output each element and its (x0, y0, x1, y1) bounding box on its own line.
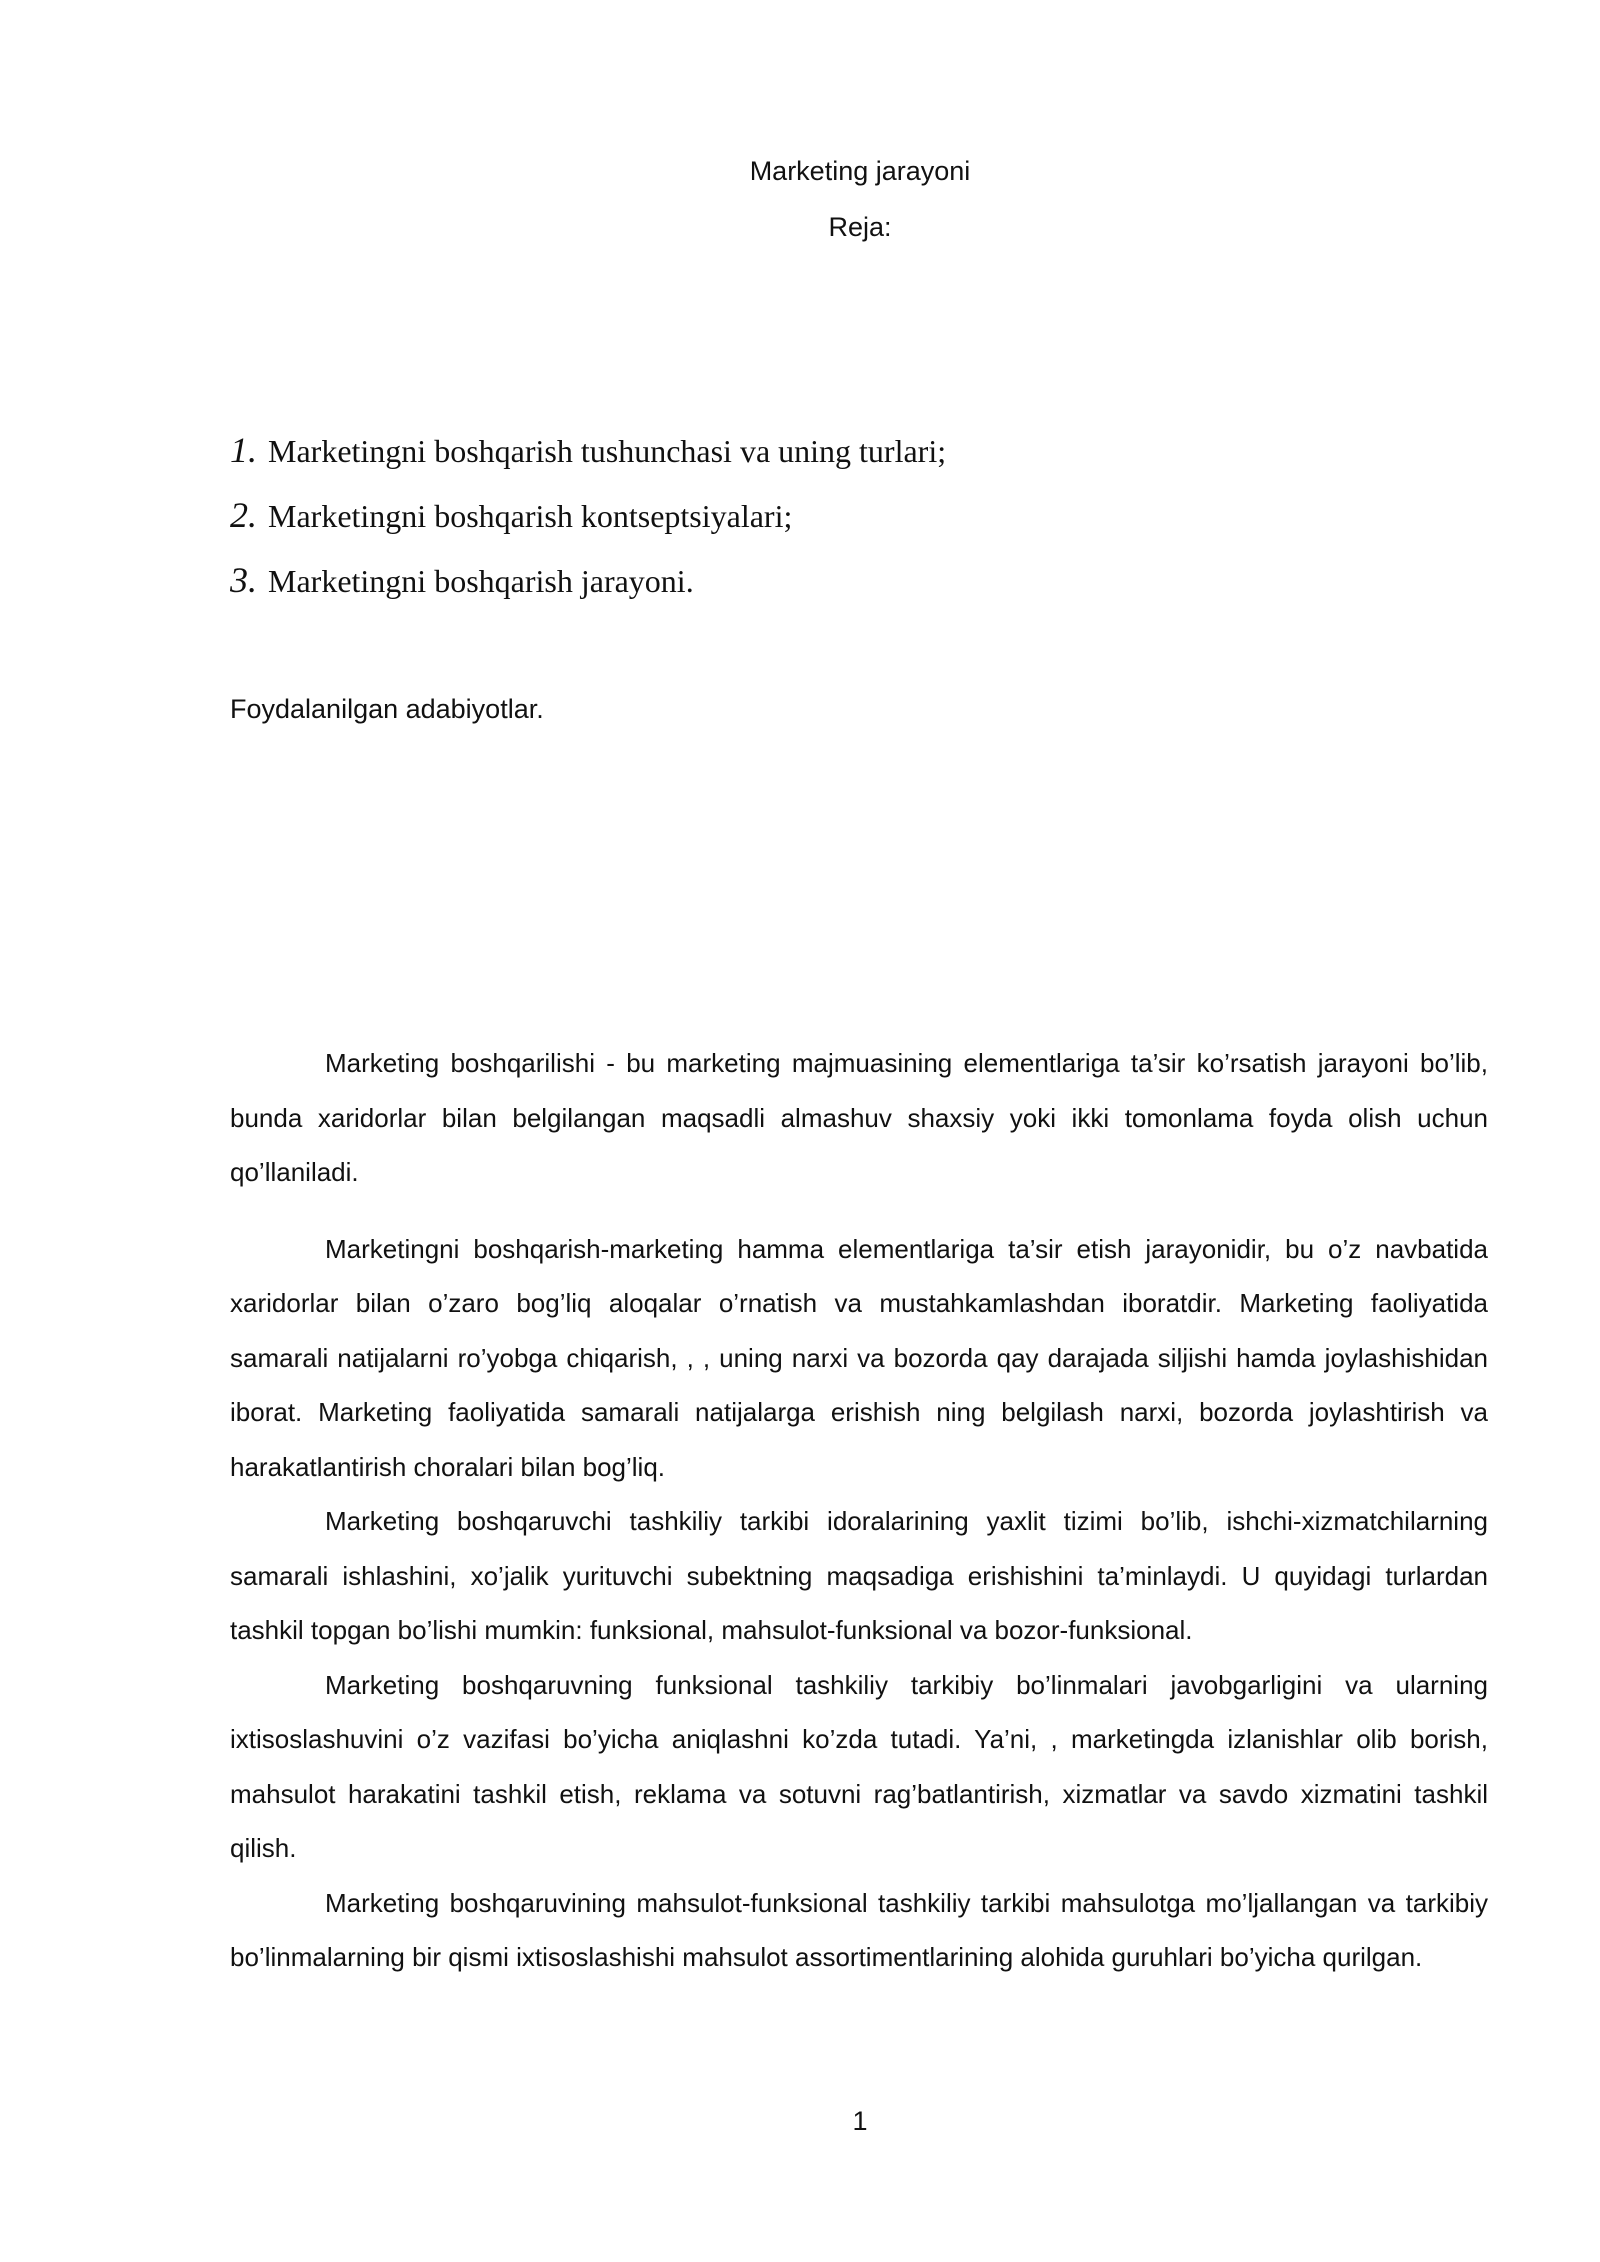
plan-list (230, 428, 946, 623)
plan-item-number: 3. (230, 560, 257, 600)
body-paragraph: Marketing boshqaruvning funksional tashkiliy tarkibiy bo’linmalari javobgarligini va ularning ixtisoslashuvini o’z vazifasi bo’yicha aniqlashni ko’zda tutadi. Ya’ni, , marketingda izlanishlar olib borish, mahsulot harakatini tashkil etish, reklama va sotuvni rag’batlantirish, xizmatlar va savdo xizmatini tashkil qilish. (230, 1669, 1488, 1863)
references-heading: Foydalanilgan adabiyotlar. (230, 694, 544, 724)
plan-item (230, 493, 946, 558)
body-paragraph: Marketing boshqaruvchi tashkiliy tarkibi idoralarining yaxlit tizimi bo’lib, ishchi-xizmatchilarning samarali ishlashini, xo’jalik yurituvchi subektning maqsadiga erishishini ta’minlaydi. U quyidagi turlardan tashkil topgan bo’lishi mumkin: funksional, mahsulot-funksional va bozor-funksional. (230, 1506, 1488, 1645)
body-text (230, 1036, 1488, 1985)
body-paragraph: Marketingni boshqarish-marketing hamma elementlariga ta’sir etish jarayonidir, bu o’z navbatida xaridorlar bilan o’zaro bog’liq aloqalar o’rnatish va mustahkamlashdan iboratdir. Marketing faoliyatida samarali natijalarni ro’yobga chiqarish, , , uning narxi va bozorda qay darajada siljishi hamda joylashishidan iborat. Marketing faoliyatida samarali natijalarga erishish ning belgilash narxi, bozorda joylashtirish va harakatlantirish choralari bilan bog’liq. (230, 1233, 1488, 1482)
page-number: 1 (852, 2106, 868, 2136)
body-paragraph: Marketing boshqaruvining mahsulot-funksional tashkiliy tarkibi mahsulotga mo’ljallangan va tarkibiy bo’linmalarning bir qismi ixtisoslashishi mahsulot assortimentlarining alohida guruhlari bo’yicha qurilgan. (230, 1887, 1488, 1972)
plan-item (230, 428, 946, 493)
plan-item-text: Marketingni boshqarish kontseptsiyalari; (268, 498, 793, 534)
document-title: Marketing jarayoni (749, 156, 971, 186)
plan-item-number: 1. (230, 430, 257, 470)
plan-item (230, 558, 946, 623)
plan-item-number: 2. (230, 495, 257, 535)
plan-heading: Reja: (828, 212, 892, 242)
body-paragraph: Marketing boshqarilishi - bu marketing majmuasining elementlariga ta’sir ko’rsatish jarayoni bo’lib, bunda xaridorlar bilan belgilangan maqsadli almashuv shaxsiy yoki ikki tomonlama foyda olish uchun qo’llaniladi. (230, 1048, 1488, 1187)
plan-item-text: Marketingni boshqarish jarayoni. (268, 563, 694, 599)
plan-item-text: Marketingni boshqarish tushunchasi va uning turlari; (268, 433, 947, 469)
